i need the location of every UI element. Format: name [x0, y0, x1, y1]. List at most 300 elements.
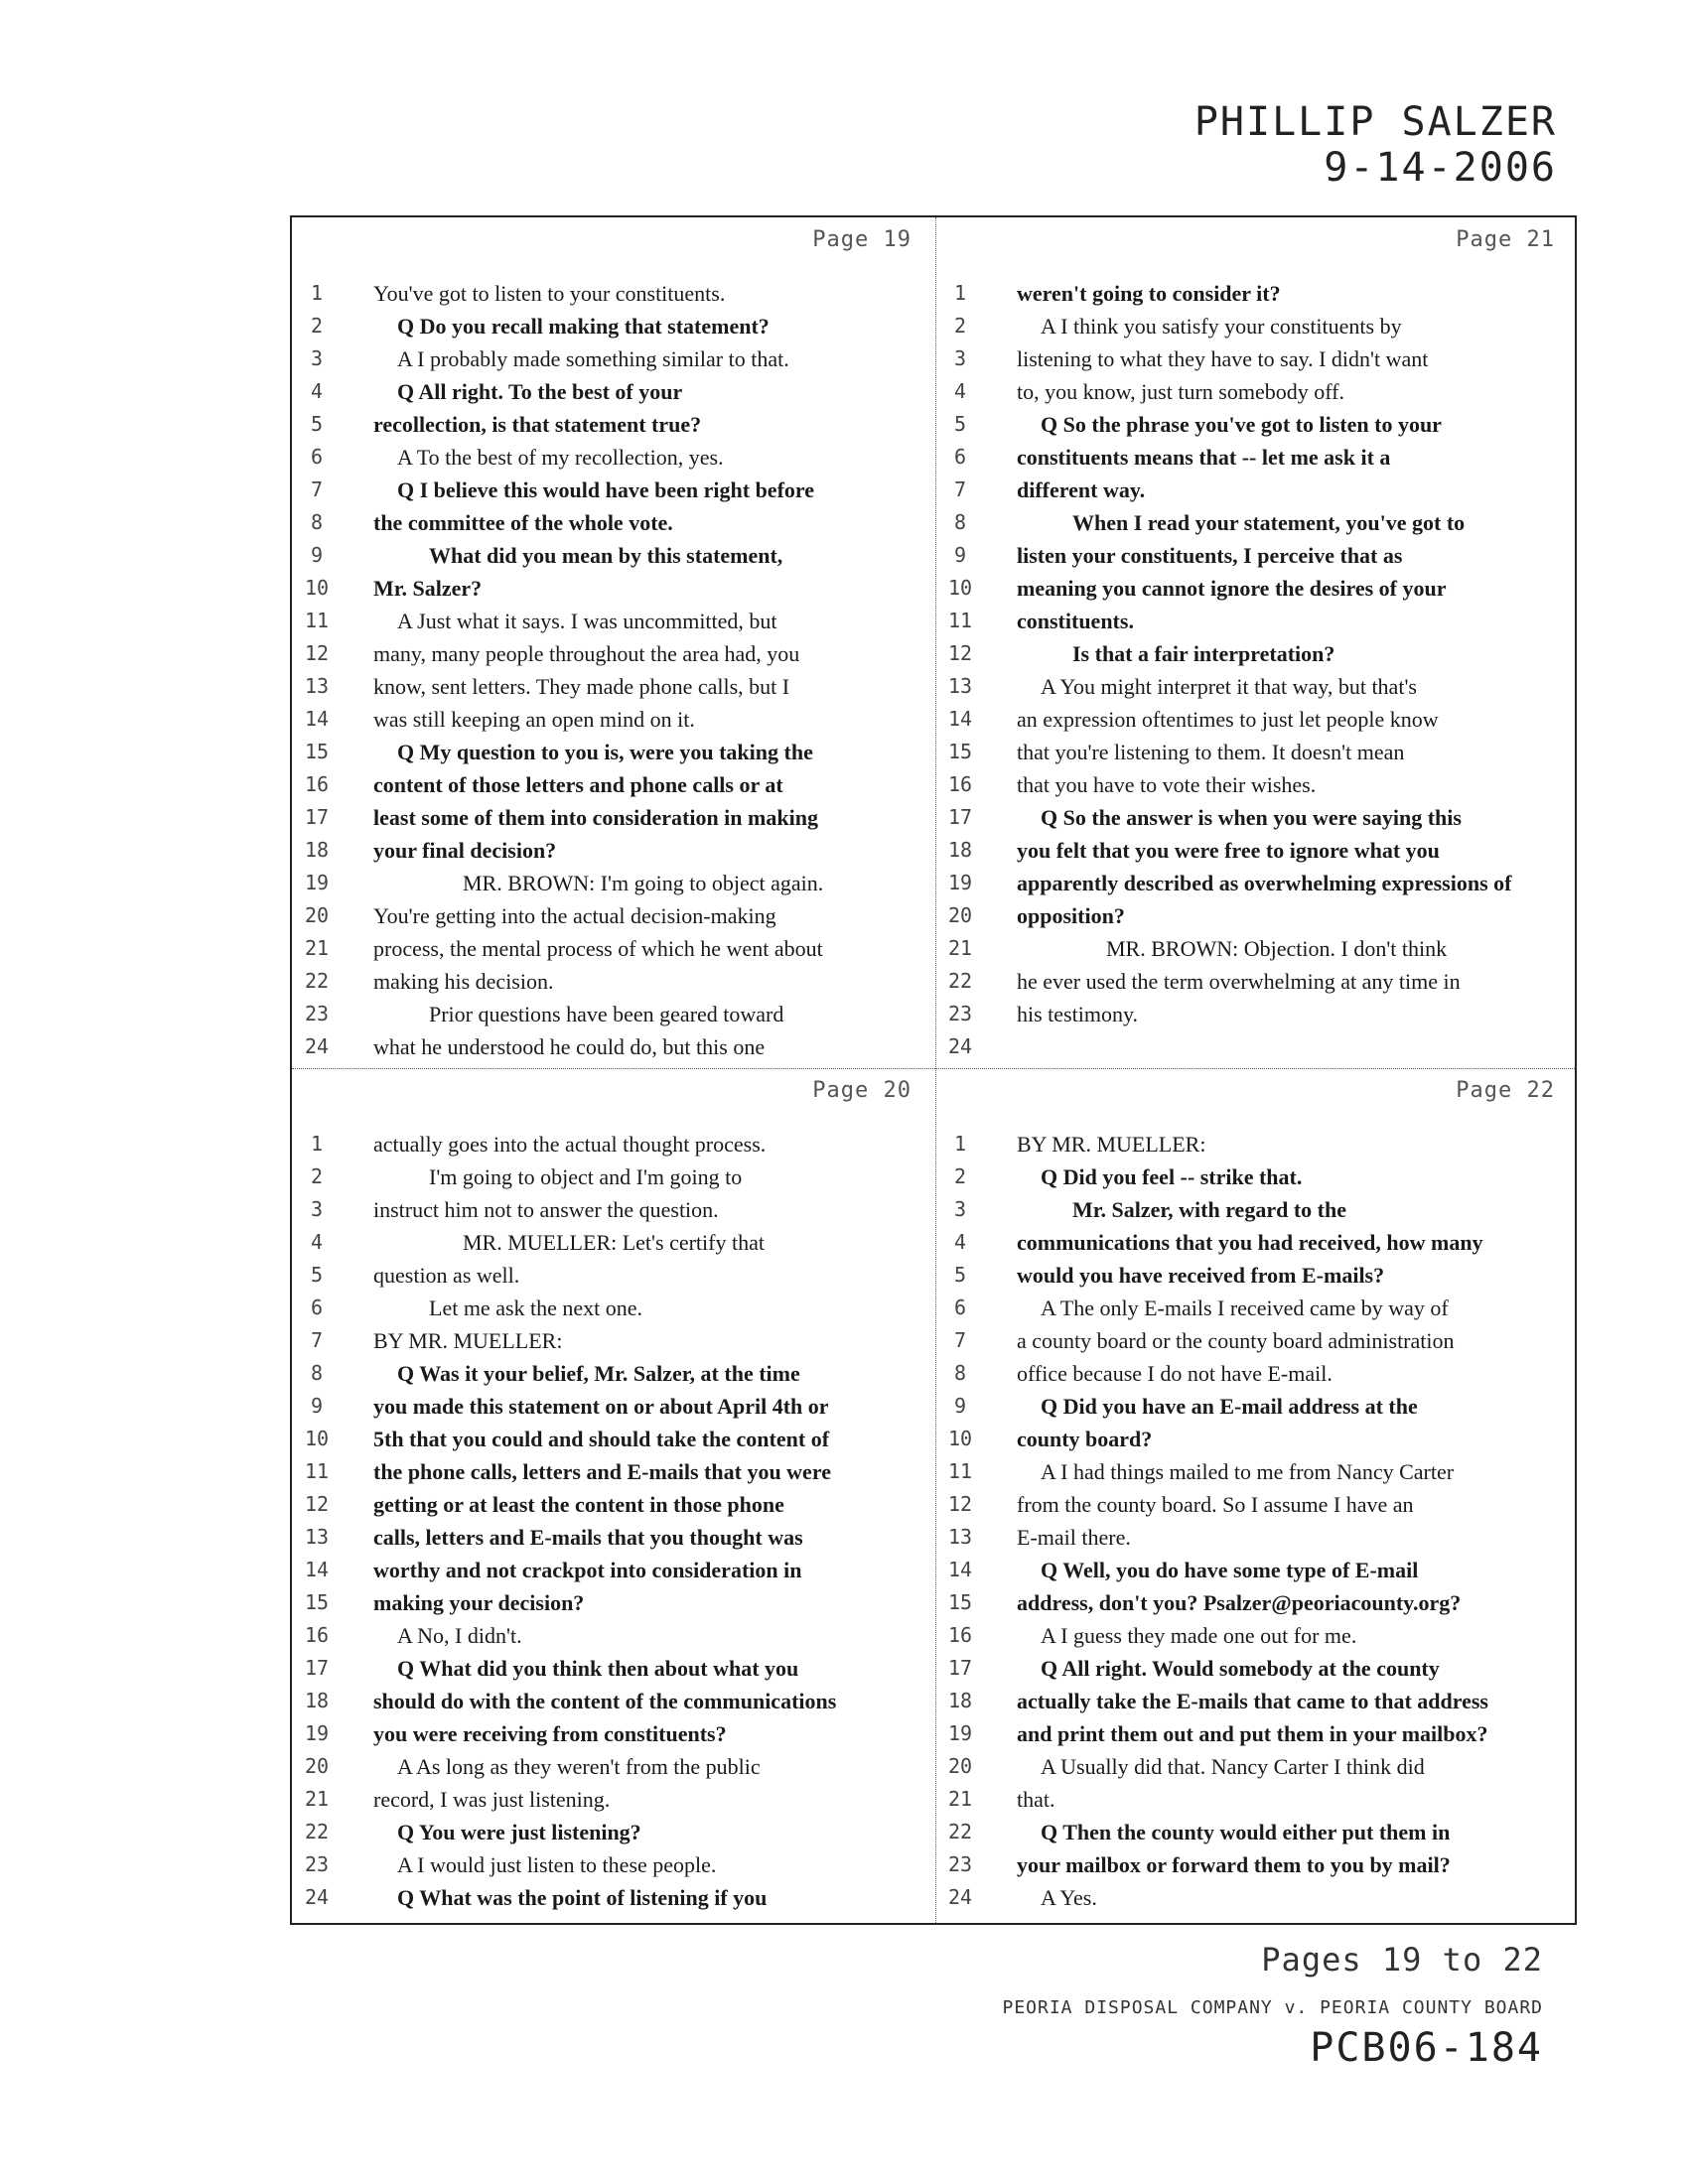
transcript-page-21 — [935, 217, 1579, 1068]
line-text: A I probably made something similar to that. — [397, 346, 789, 371]
transcript-line — [935, 1783, 1579, 1816]
transcript-line — [935, 899, 1579, 932]
line-number: 24 — [947, 1885, 973, 1909]
transcript-line — [935, 1717, 1579, 1750]
transcript-line — [292, 310, 935, 342]
transcript-line — [292, 1816, 935, 1848]
transcript-line — [935, 1193, 1579, 1226]
line-text: Mr. Salzer, with regard to the — [1072, 1197, 1346, 1222]
transcript-line — [292, 1521, 935, 1554]
transcript-line — [292, 539, 935, 572]
line-text: A Usually did that. Nancy Carter I think did — [1041, 1754, 1425, 1779]
line-text: apparently described as overwhelming expressions of — [1017, 871, 1512, 895]
line-text: What did you mean by this statement, — [429, 543, 783, 568]
line-number: 7 — [953, 478, 967, 501]
line-number: 24 — [304, 1034, 330, 1058]
transcript-line — [292, 1128, 935, 1160]
transcript-page-20 — [292, 1068, 935, 1919]
line-number: 2 — [310, 1164, 324, 1188]
line-text: weren't going to consider it? — [1017, 281, 1281, 306]
line-number: 18 — [947, 1689, 973, 1712]
transcript-line — [292, 1586, 935, 1619]
line-number: 19 — [304, 1721, 330, 1745]
page-label: Page 20 — [812, 1078, 912, 1103]
transcript-line — [935, 1324, 1579, 1357]
line-text: that. — [1017, 1787, 1055, 1812]
line-text: Q Did you have an E-mail address at the — [1041, 1394, 1418, 1419]
line-number: 5 — [953, 412, 967, 436]
line-text: know, sent letters. They made phone calls, but I — [373, 674, 790, 699]
transcript-line — [292, 670, 935, 703]
transcript-line — [935, 277, 1579, 310]
docket-number: PCB06-184 — [1310, 2025, 1543, 2071]
line-text: I'm going to object and I'm going to — [429, 1164, 743, 1189]
line-number: 5 — [310, 1263, 324, 1287]
line-text: Q All right. To the best of your — [397, 379, 683, 404]
transcript-line — [292, 1455, 935, 1488]
line-number: 6 — [310, 445, 324, 469]
line-number: 19 — [947, 871, 973, 894]
transcript-frame — [290, 215, 1577, 1925]
transcript-line — [292, 506, 935, 539]
line-number: 12 — [947, 641, 973, 665]
line-number: 6 — [953, 445, 967, 469]
line-text: MR. BROWN: I'm going to object again. — [463, 871, 824, 895]
line-number: 16 — [947, 772, 973, 796]
line-number: 10 — [304, 1427, 330, 1450]
line-text: A As long as they weren't from the public — [397, 1754, 761, 1779]
transcript-line — [292, 474, 935, 506]
line-text: listen your constituents, I perceive that as — [1017, 543, 1403, 568]
line-text: what he understood he could do, but this one — [373, 1034, 766, 1059]
line-text: A I think you satisfy your constituents by — [1041, 314, 1402, 339]
line-text: content of those letters and phone calls or at — [373, 772, 783, 797]
line-number: 13 — [304, 1525, 330, 1549]
line-number: 1 — [953, 1132, 967, 1156]
transcript-line — [935, 637, 1579, 670]
line-number: 4 — [953, 379, 967, 403]
line-text: recollection, is that statement true? — [373, 412, 702, 437]
line-number: 4 — [953, 1230, 967, 1254]
line-text: You're getting into the actual decision-making — [373, 903, 776, 928]
transcript-line — [292, 637, 935, 670]
line-text: and print them out and put them in your mailbox? — [1017, 1721, 1488, 1746]
line-text: constituents. — [1017, 609, 1134, 633]
line-number: 13 — [947, 1525, 973, 1549]
transcript-line — [292, 1717, 935, 1750]
transcript-line — [292, 605, 935, 637]
line-number: 14 — [947, 707, 973, 731]
line-text: Q You were just listening? — [397, 1820, 641, 1844]
transcript-line — [935, 1554, 1579, 1586]
line-text: A I guess they made one out for me. — [1041, 1623, 1357, 1648]
line-text: was still keeping an open mind on it. — [373, 707, 695, 732]
line-number: 24 — [304, 1885, 330, 1909]
line-number: 23 — [947, 1852, 973, 1876]
transcript-line — [935, 375, 1579, 408]
transcript-line — [292, 1750, 935, 1783]
line-text: least some of them into consideration in making — [373, 805, 818, 830]
line-number: 2 — [310, 314, 324, 338]
line-text: A I had things mailed to me from Nancy Carter — [1041, 1459, 1455, 1484]
line-number: 8 — [953, 1361, 967, 1385]
transcript-line — [935, 1226, 1579, 1259]
line-text: A The only E-mails I received came by way of — [1041, 1296, 1449, 1320]
line-text: that you have to vote their wishes. — [1017, 772, 1317, 797]
transcript-line — [935, 1586, 1579, 1619]
transcript-line — [292, 1848, 935, 1881]
transcript-line — [935, 1423, 1579, 1455]
line-text: worthy and not crackpot into consideration in — [373, 1558, 802, 1582]
line-number: 6 — [953, 1296, 967, 1319]
transcript-line — [935, 342, 1579, 375]
transcript-line — [935, 1357, 1579, 1390]
line-text: address, don't you? Psalzer@peoriacounty.org? — [1017, 1590, 1462, 1615]
line-number: 6 — [310, 1296, 324, 1319]
line-number: 13 — [304, 674, 330, 698]
transcript-line — [292, 1259, 935, 1292]
line-number: 4 — [310, 1230, 324, 1254]
line-text: a county board or the county board administration — [1017, 1328, 1455, 1353]
transcript-line — [935, 1128, 1579, 1160]
transcript-line — [292, 867, 935, 899]
line-number: 11 — [304, 609, 330, 632]
line-text: MR. MUELLER: Let's certify that — [463, 1230, 765, 1255]
line-text: E-mail there. — [1017, 1525, 1131, 1550]
line-text: Q What did you think then about what you — [397, 1656, 799, 1681]
line-number: 2 — [953, 1164, 967, 1188]
transcript-line — [935, 408, 1579, 441]
line-text: Q Well, you do have some type of E-mail — [1041, 1558, 1419, 1582]
line-text: his testimony. — [1017, 1002, 1139, 1026]
line-text: many, many people throughout the area had, you — [373, 641, 800, 666]
transcript-line — [935, 1259, 1579, 1292]
line-text: communications that you had received, how many — [1017, 1230, 1483, 1255]
line-text: You've got to listen to your constituents. — [373, 281, 726, 306]
line-text: he ever used the term overwhelming at any time in — [1017, 969, 1461, 994]
line-text: should do with the content of the communications — [373, 1689, 837, 1713]
line-number: 15 — [947, 740, 973, 763]
line-number: 8 — [310, 1361, 324, 1385]
transcript-line — [292, 1030, 935, 1063]
line-number: 10 — [304, 576, 330, 600]
transcript-line — [935, 539, 1579, 572]
line-number: 10 — [947, 576, 973, 600]
line-number: 1 — [953, 281, 967, 305]
line-number: 20 — [947, 1754, 973, 1778]
line-number: 9 — [310, 1394, 324, 1418]
transcript-line — [935, 670, 1579, 703]
line-number: 24 — [947, 1034, 973, 1058]
line-text: you made this statement on or about April 4th or — [373, 1394, 829, 1419]
transcript-line — [935, 998, 1579, 1030]
line-number: 8 — [310, 510, 324, 534]
transcript-line — [935, 768, 1579, 801]
line-text: actually goes into the actual thought process. — [373, 1132, 767, 1157]
line-number: 17 — [304, 805, 330, 829]
line-number: 18 — [304, 838, 330, 862]
transcript-line — [292, 1160, 935, 1193]
transcript-line — [935, 1750, 1579, 1783]
line-number: 3 — [310, 1197, 324, 1221]
line-text: Q Then the county would either put them in — [1041, 1820, 1451, 1844]
line-number: 23 — [304, 1852, 330, 1876]
transcript-line — [935, 736, 1579, 768]
line-number: 12 — [304, 1492, 330, 1516]
line-text: Q Do you recall making that statement? — [397, 314, 770, 339]
line-number: 3 — [953, 346, 967, 370]
line-number: 14 — [304, 707, 330, 731]
transcript-line — [292, 1423, 935, 1455]
transcript-line — [935, 1685, 1579, 1717]
line-number: 17 — [947, 1656, 973, 1680]
transcript-line — [935, 1160, 1579, 1193]
transcript-line — [292, 736, 935, 768]
transcript-page-19 — [292, 217, 935, 1068]
line-text: different way. — [1017, 478, 1146, 502]
transcript-line — [935, 801, 1579, 834]
line-text: Is that a fair interpretation? — [1072, 641, 1335, 666]
transcript-line — [292, 277, 935, 310]
line-number: 19 — [304, 871, 330, 894]
transcript-line — [292, 1488, 935, 1521]
line-number: 18 — [304, 1689, 330, 1712]
transcript-line — [292, 703, 935, 736]
transcript-line — [935, 1619, 1579, 1652]
line-text: MR. BROWN: Objection. I don't think — [1106, 936, 1448, 961]
line-number: 20 — [947, 903, 973, 927]
line-number: 13 — [947, 674, 973, 698]
transcript-line — [292, 342, 935, 375]
line-text: When I read your statement, you've got to — [1072, 510, 1466, 535]
line-text: A Yes. — [1041, 1885, 1097, 1910]
line-number: 16 — [304, 1623, 330, 1647]
line-text: calls, letters and E-mails that you thought was — [373, 1525, 803, 1550]
line-number: 19 — [947, 1721, 973, 1745]
line-number: 18 — [947, 838, 973, 862]
line-number: 11 — [304, 1459, 330, 1483]
line-text: Q So the phrase you've got to listen to your — [1041, 412, 1442, 437]
transcript-line — [935, 1455, 1579, 1488]
transcript-line — [935, 441, 1579, 474]
line-text: opposition? — [1017, 903, 1125, 928]
transcript-line — [292, 1554, 935, 1586]
line-text: Q What was the point of listening if you — [397, 1885, 768, 1910]
line-text: actually take the E-mails that came to that address — [1017, 1689, 1488, 1713]
transcript-line — [935, 506, 1579, 539]
transcript-line — [935, 1816, 1579, 1848]
transcript-line — [935, 310, 1579, 342]
transcript-line — [292, 1685, 935, 1717]
page-label: Page 22 — [1456, 1078, 1555, 1103]
transcript-line — [292, 801, 935, 834]
transcript-line — [935, 932, 1579, 965]
line-text: you were receiving from constituents? — [373, 1721, 727, 1746]
line-text: Mr. Salzer? — [373, 576, 483, 601]
line-text: getting or at least the content in those phone — [373, 1492, 784, 1517]
transcript-line — [935, 572, 1579, 605]
line-number: 22 — [947, 1820, 973, 1843]
line-number: 23 — [947, 1002, 973, 1025]
line-number: 15 — [304, 740, 330, 763]
line-text: from the county board. So I assume I have an — [1017, 1492, 1414, 1517]
transcript-line — [935, 1488, 1579, 1521]
line-number: 10 — [947, 1427, 973, 1450]
transcript-line — [935, 605, 1579, 637]
line-number: 20 — [304, 903, 330, 927]
line-text: A Just what it says. I was uncommitted, but — [397, 609, 777, 633]
transcript-line — [292, 998, 935, 1030]
line-text: Q Did you feel -- strike that. — [1041, 1164, 1303, 1189]
line-number: 9 — [953, 543, 967, 567]
line-number: 15 — [304, 1590, 330, 1614]
transcript-line — [292, 834, 935, 867]
transcript-line — [292, 1619, 935, 1652]
line-text: Q So the answer is when you were saying this — [1041, 805, 1462, 830]
line-number: 5 — [310, 412, 324, 436]
line-text: A You might interpret it that way, but that's — [1041, 674, 1417, 699]
line-number: 7 — [310, 1328, 324, 1352]
horizontal-divider — [292, 1068, 1575, 1069]
line-text: an expression oftentimes to just let people know — [1017, 707, 1439, 732]
line-text: the phone calls, letters and E-mails that you were — [373, 1459, 831, 1484]
transcript-line — [292, 1881, 935, 1914]
line-text: instruct him not to answer the question. — [373, 1197, 719, 1222]
line-number: 5 — [953, 1263, 967, 1287]
line-text: your mailbox or forward them to you by mail? — [1017, 1852, 1451, 1877]
transcript-line — [935, 1292, 1579, 1324]
transcript-line — [292, 1357, 935, 1390]
page-label: Page 19 — [812, 227, 912, 252]
line-number: 21 — [947, 1787, 973, 1811]
line-text: county board? — [1017, 1427, 1153, 1451]
transcript-line — [935, 1030, 1579, 1063]
line-text: Q All right. Would somebody at the county — [1041, 1656, 1440, 1681]
line-text: office because I do not have E-mail. — [1017, 1361, 1333, 1386]
line-number: 16 — [947, 1623, 973, 1647]
transcript-line — [935, 1881, 1579, 1914]
line-text: would you have received from E-mails? — [1017, 1263, 1385, 1288]
transcript-line — [935, 703, 1579, 736]
transcript-line — [292, 932, 935, 965]
line-text: BY MR. MUELLER: — [373, 1328, 563, 1353]
transcript-line — [292, 375, 935, 408]
line-number: 3 — [953, 1197, 967, 1221]
transcript-line — [935, 1390, 1579, 1423]
transcript-line — [292, 441, 935, 474]
pages-range: Pages 19 to 22 — [1261, 1941, 1543, 1979]
transcript-line — [935, 1848, 1579, 1881]
line-text: question as well. — [373, 1263, 520, 1288]
line-text: making his decision. — [373, 969, 554, 994]
line-text: listening to what they have to say. I didn't want — [1017, 346, 1429, 371]
line-text: Let me ask the next one. — [429, 1296, 643, 1320]
transcript-line — [935, 1521, 1579, 1554]
transcript-line — [935, 834, 1579, 867]
line-number: 20 — [304, 1754, 330, 1778]
line-number: 11 — [947, 609, 973, 632]
line-number: 21 — [304, 1787, 330, 1811]
transcript-line — [935, 867, 1579, 899]
transcript-line — [935, 1652, 1579, 1685]
line-number: 9 — [953, 1394, 967, 1418]
line-number: 1 — [310, 281, 324, 305]
line-text: A I would just listen to these people. — [397, 1852, 717, 1877]
transcript-page-22 — [935, 1068, 1579, 1919]
deponent-name: PHILLIP SALZER — [1193, 99, 1557, 145]
line-text: A To the best of my recollection, yes. — [397, 445, 724, 470]
transcript-line — [292, 572, 935, 605]
line-number: 14 — [304, 1558, 330, 1581]
transcript-line — [292, 1226, 935, 1259]
line-text: BY MR. MUELLER: — [1017, 1132, 1206, 1157]
case-caption: PEORIA DISPOSAL COMPANY v. PEORIA COUNTY BOARD — [1002, 1997, 1543, 2018]
line-number: 11 — [947, 1459, 973, 1483]
line-number: 8 — [953, 510, 967, 534]
line-text: Q I believe this would have been right before — [397, 478, 815, 502]
line-number: 7 — [310, 478, 324, 501]
line-text: to, you know, just turn somebody off. — [1017, 379, 1344, 404]
transcript-line — [292, 768, 935, 801]
transcript-line — [292, 408, 935, 441]
line-text: Q Was it your belief, Mr. Salzer, at the time — [397, 1361, 800, 1386]
transcript-line — [292, 1324, 935, 1357]
transcript-line — [935, 965, 1579, 998]
deposition-date: 9-14-2006 — [1324, 145, 1557, 191]
line-number: 2 — [953, 314, 967, 338]
line-number: 17 — [947, 805, 973, 829]
page-label: Page 21 — [1456, 227, 1555, 252]
line-text: Prior questions have been geared toward — [429, 1002, 784, 1026]
transcript-line — [292, 965, 935, 998]
transcript-line — [292, 1390, 935, 1423]
line-text: the committee of the whole vote. — [373, 510, 673, 535]
line-number: 4 — [310, 379, 324, 403]
line-number: 14 — [947, 1558, 973, 1581]
line-number: 22 — [304, 1820, 330, 1843]
transcript-line — [292, 899, 935, 932]
line-text: 5th that you could and should take the content of — [373, 1427, 830, 1451]
line-text: meaning you cannot ignore the desires of your — [1017, 576, 1447, 601]
line-number: 22 — [947, 969, 973, 993]
line-text: Q My question to you is, were you taking the — [397, 740, 813, 764]
line-number: 12 — [304, 641, 330, 665]
transcript-line — [292, 1783, 935, 1816]
line-number: 21 — [304, 936, 330, 960]
line-text: constituents means that -- let me ask it a — [1017, 445, 1391, 470]
line-text: making your decision? — [373, 1590, 585, 1615]
line-number: 9 — [310, 543, 324, 567]
line-text: you felt that you were free to ignore what you — [1017, 838, 1440, 863]
line-number: 12 — [947, 1492, 973, 1516]
line-number: 15 — [947, 1590, 973, 1614]
line-number: 1 — [310, 1132, 324, 1156]
transcript-line — [292, 1652, 935, 1685]
line-number: 22 — [304, 969, 330, 993]
line-text: record, I was just listening. — [373, 1787, 611, 1812]
line-number: 7 — [953, 1328, 967, 1352]
line-number: 23 — [304, 1002, 330, 1025]
line-text: A No, I didn't. — [397, 1623, 522, 1648]
transcript-line — [935, 474, 1579, 506]
line-number: 3 — [310, 346, 324, 370]
line-text: your final decision? — [373, 838, 557, 863]
line-text: process, the mental process of which he went about — [373, 936, 823, 961]
line-number: 21 — [947, 936, 973, 960]
line-text: that you're listening to them. It doesn't mean — [1017, 740, 1405, 764]
line-number: 17 — [304, 1656, 330, 1680]
vertical-divider — [935, 217, 936, 1923]
